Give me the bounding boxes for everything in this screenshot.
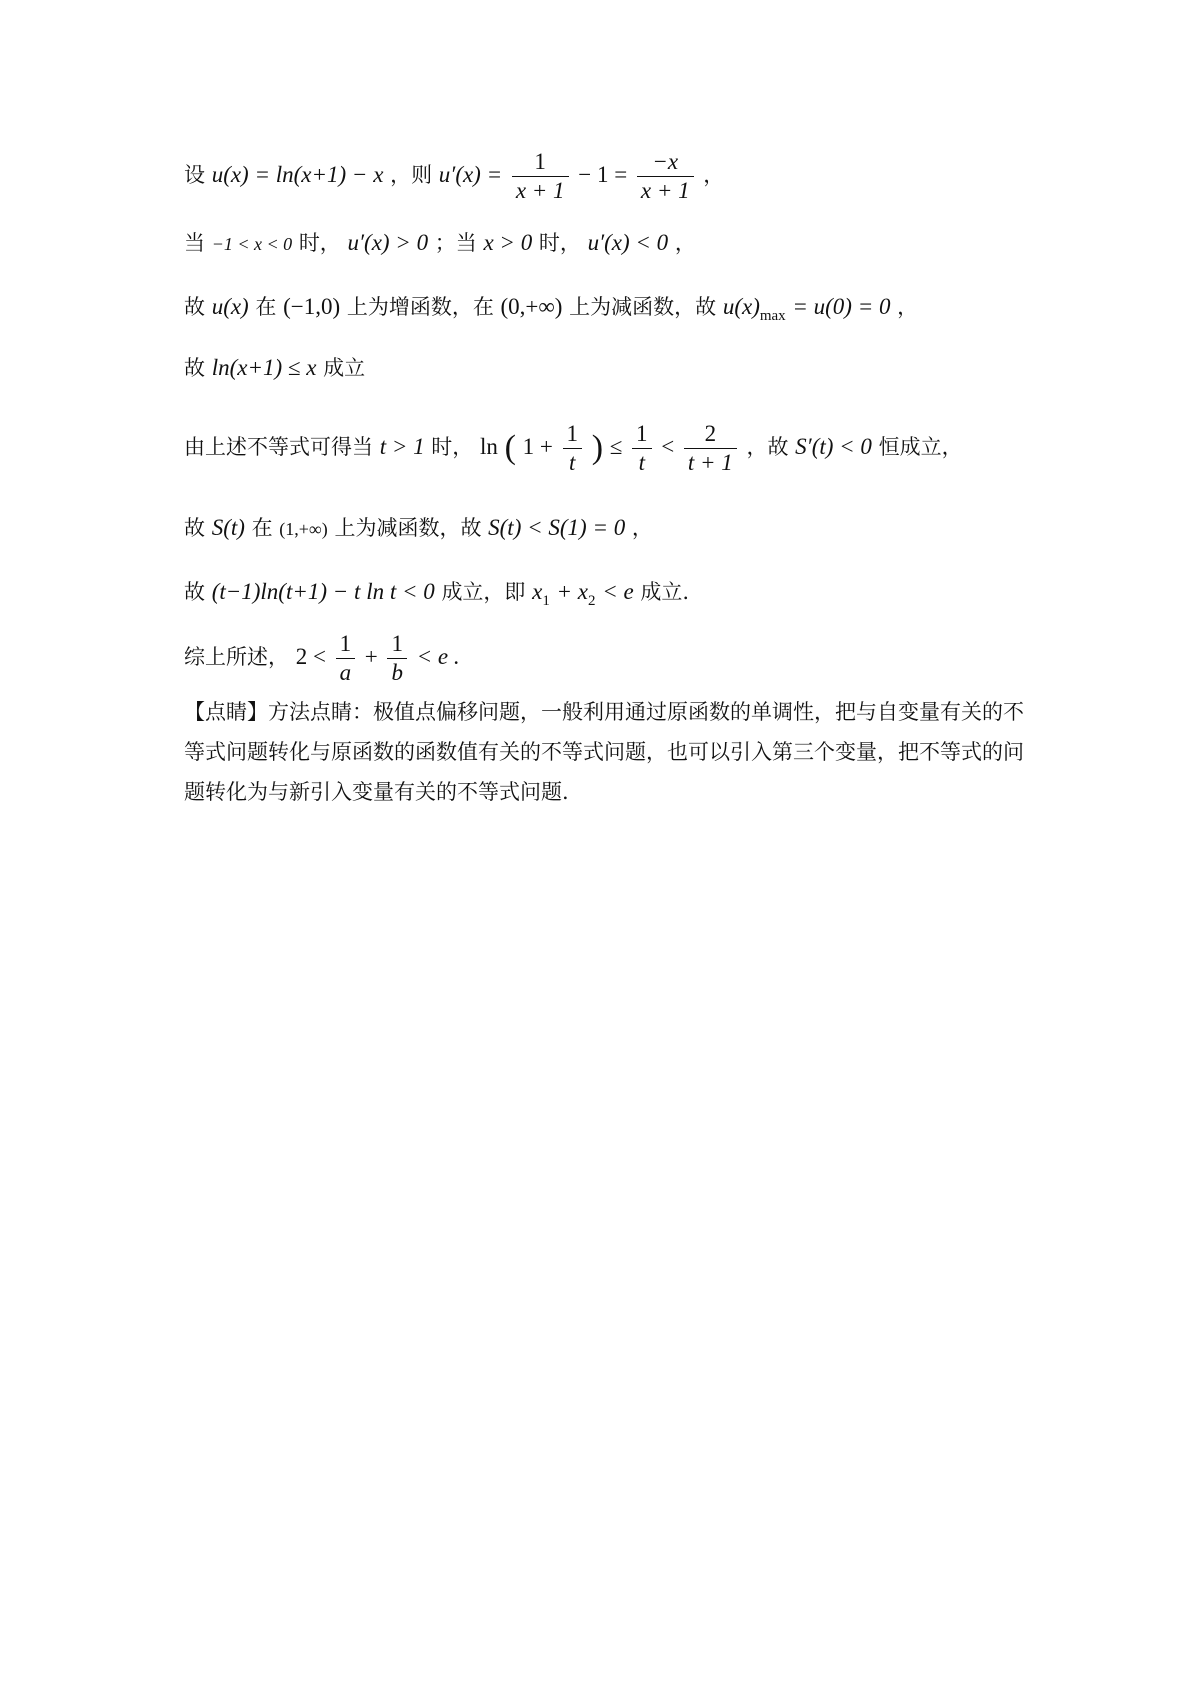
remark-paragraph: 【点睛】方法点睛：极值点偏移问题，一般利用通过原函数的单调性，把与自变量有关的不等式问题转化与原函数的函数值有关的不等式问题，也可以引入第三个变量，把不等式的问题转化为与新引入变量有关的不等式问题. <box>184 700 1024 804</box>
formula: < e . <box>416 644 460 669</box>
text: 上为减函数，故 <box>334 516 482 540</box>
text: 当 <box>184 231 205 255</box>
text: ， <box>631 516 653 540</box>
denominator: x + 1 <box>515 178 565 203</box>
formula: u′(x) = <box>438 162 503 187</box>
line-ln-inequality <box>184 354 365 382</box>
formula: S′(t) < 0 <box>795 434 872 459</box>
text: 在 <box>251 516 273 540</box>
text: 时， <box>431 435 474 459</box>
text: 上为增函数，在 <box>346 295 494 319</box>
formula: u′(x) > 0 <box>347 230 429 255</box>
formula: 2 < <box>295 644 326 669</box>
formula: −1 < x < 0 <box>211 234 293 254</box>
fraction <box>637 148 694 205</box>
formula: S(t) <box>211 515 245 540</box>
denominator: b <box>391 660 403 685</box>
text: 成立. <box>640 580 690 604</box>
numerator: −x <box>637 148 694 177</box>
text: ， <box>674 231 696 255</box>
text: 在 <box>255 295 277 319</box>
text: ， <box>897 295 919 319</box>
formula: 1 + <box>522 434 553 459</box>
line-derivative-sign <box>184 229 696 258</box>
formula: u(x) = ln(x+1) − x <box>211 162 384 187</box>
formula: u(x) <box>211 294 249 319</box>
fraction <box>684 420 737 477</box>
formula: u′(x) < 0 <box>587 230 669 255</box>
numerator: 1 <box>387 630 407 659</box>
paren: ) <box>591 429 604 466</box>
text: 上为减函数，故 <box>569 295 717 319</box>
subscript: 2 <box>588 593 596 609</box>
formula: u(x) <box>722 294 760 319</box>
formula: (−1,0) <box>283 294 341 319</box>
formula: ≤ <box>609 434 623 459</box>
text: 时， <box>538 231 581 255</box>
formula: x > 0 <box>483 230 533 255</box>
fraction <box>512 148 569 205</box>
line-conclusion-x <box>184 578 689 615</box>
numerator: 1 <box>512 148 569 177</box>
line-summary <box>184 630 460 687</box>
text: 故 <box>184 295 205 319</box>
paren: ( <box>504 429 516 466</box>
line-inequality-chain <box>184 420 963 477</box>
text: ， <box>703 163 725 187</box>
formula: (0,+∞) <box>500 294 563 319</box>
formula: (1,+∞) <box>279 519 328 539</box>
denominator: t <box>569 450 576 475</box>
text: 故 <box>184 580 205 604</box>
text: 故 <box>184 516 205 540</box>
numerator: 2 <box>684 420 737 449</box>
text: 由上述不等式可得当 <box>184 435 373 459</box>
fraction <box>632 420 652 477</box>
formula: + x <box>556 579 589 604</box>
fraction <box>563 420 583 477</box>
formula: S(t) < S(1) = 0 <box>488 515 626 540</box>
text: 成立 <box>323 356 366 380</box>
denominator: t <box>638 450 645 475</box>
formula: − 1 = <box>578 162 628 187</box>
text: 恒成立， <box>878 435 963 459</box>
text: ，则 <box>390 163 433 187</box>
text: 综上所述， <box>184 645 289 669</box>
numerator: 1 <box>632 420 652 449</box>
text: 设 <box>184 163 205 187</box>
formula: t > 1 <box>379 434 425 459</box>
text: ；当 <box>434 231 477 255</box>
formula: + <box>364 644 378 669</box>
line-monotonicity <box>184 293 918 330</box>
line-s-decreasing <box>184 514 653 543</box>
subscript: 1 <box>542 593 550 609</box>
fraction <box>387 630 407 687</box>
fraction <box>336 630 356 687</box>
formula: x <box>532 579 543 604</box>
denominator: a <box>339 660 352 685</box>
formula: ln <box>479 434 498 459</box>
subscript: max <box>759 308 786 324</box>
line-u-definition <box>184 148 724 205</box>
formula: ln(x+1) ≤ x <box>211 355 317 380</box>
denominator: x + 1 <box>640 178 690 203</box>
text: 时， <box>298 231 341 255</box>
numerator: 1 <box>563 420 583 449</box>
formula: (t−1)ln(t+1) − t ln t < 0 <box>211 579 435 604</box>
formula: < e <box>602 579 634 604</box>
numerator: 1 <box>336 630 356 659</box>
text: 故 <box>184 356 205 380</box>
text: ，故 <box>746 435 789 459</box>
text: 成立，即 <box>441 580 526 604</box>
denominator: t + 1 <box>687 450 733 475</box>
formula: = u(0) = 0 <box>792 294 891 319</box>
formula: < <box>661 434 675 459</box>
